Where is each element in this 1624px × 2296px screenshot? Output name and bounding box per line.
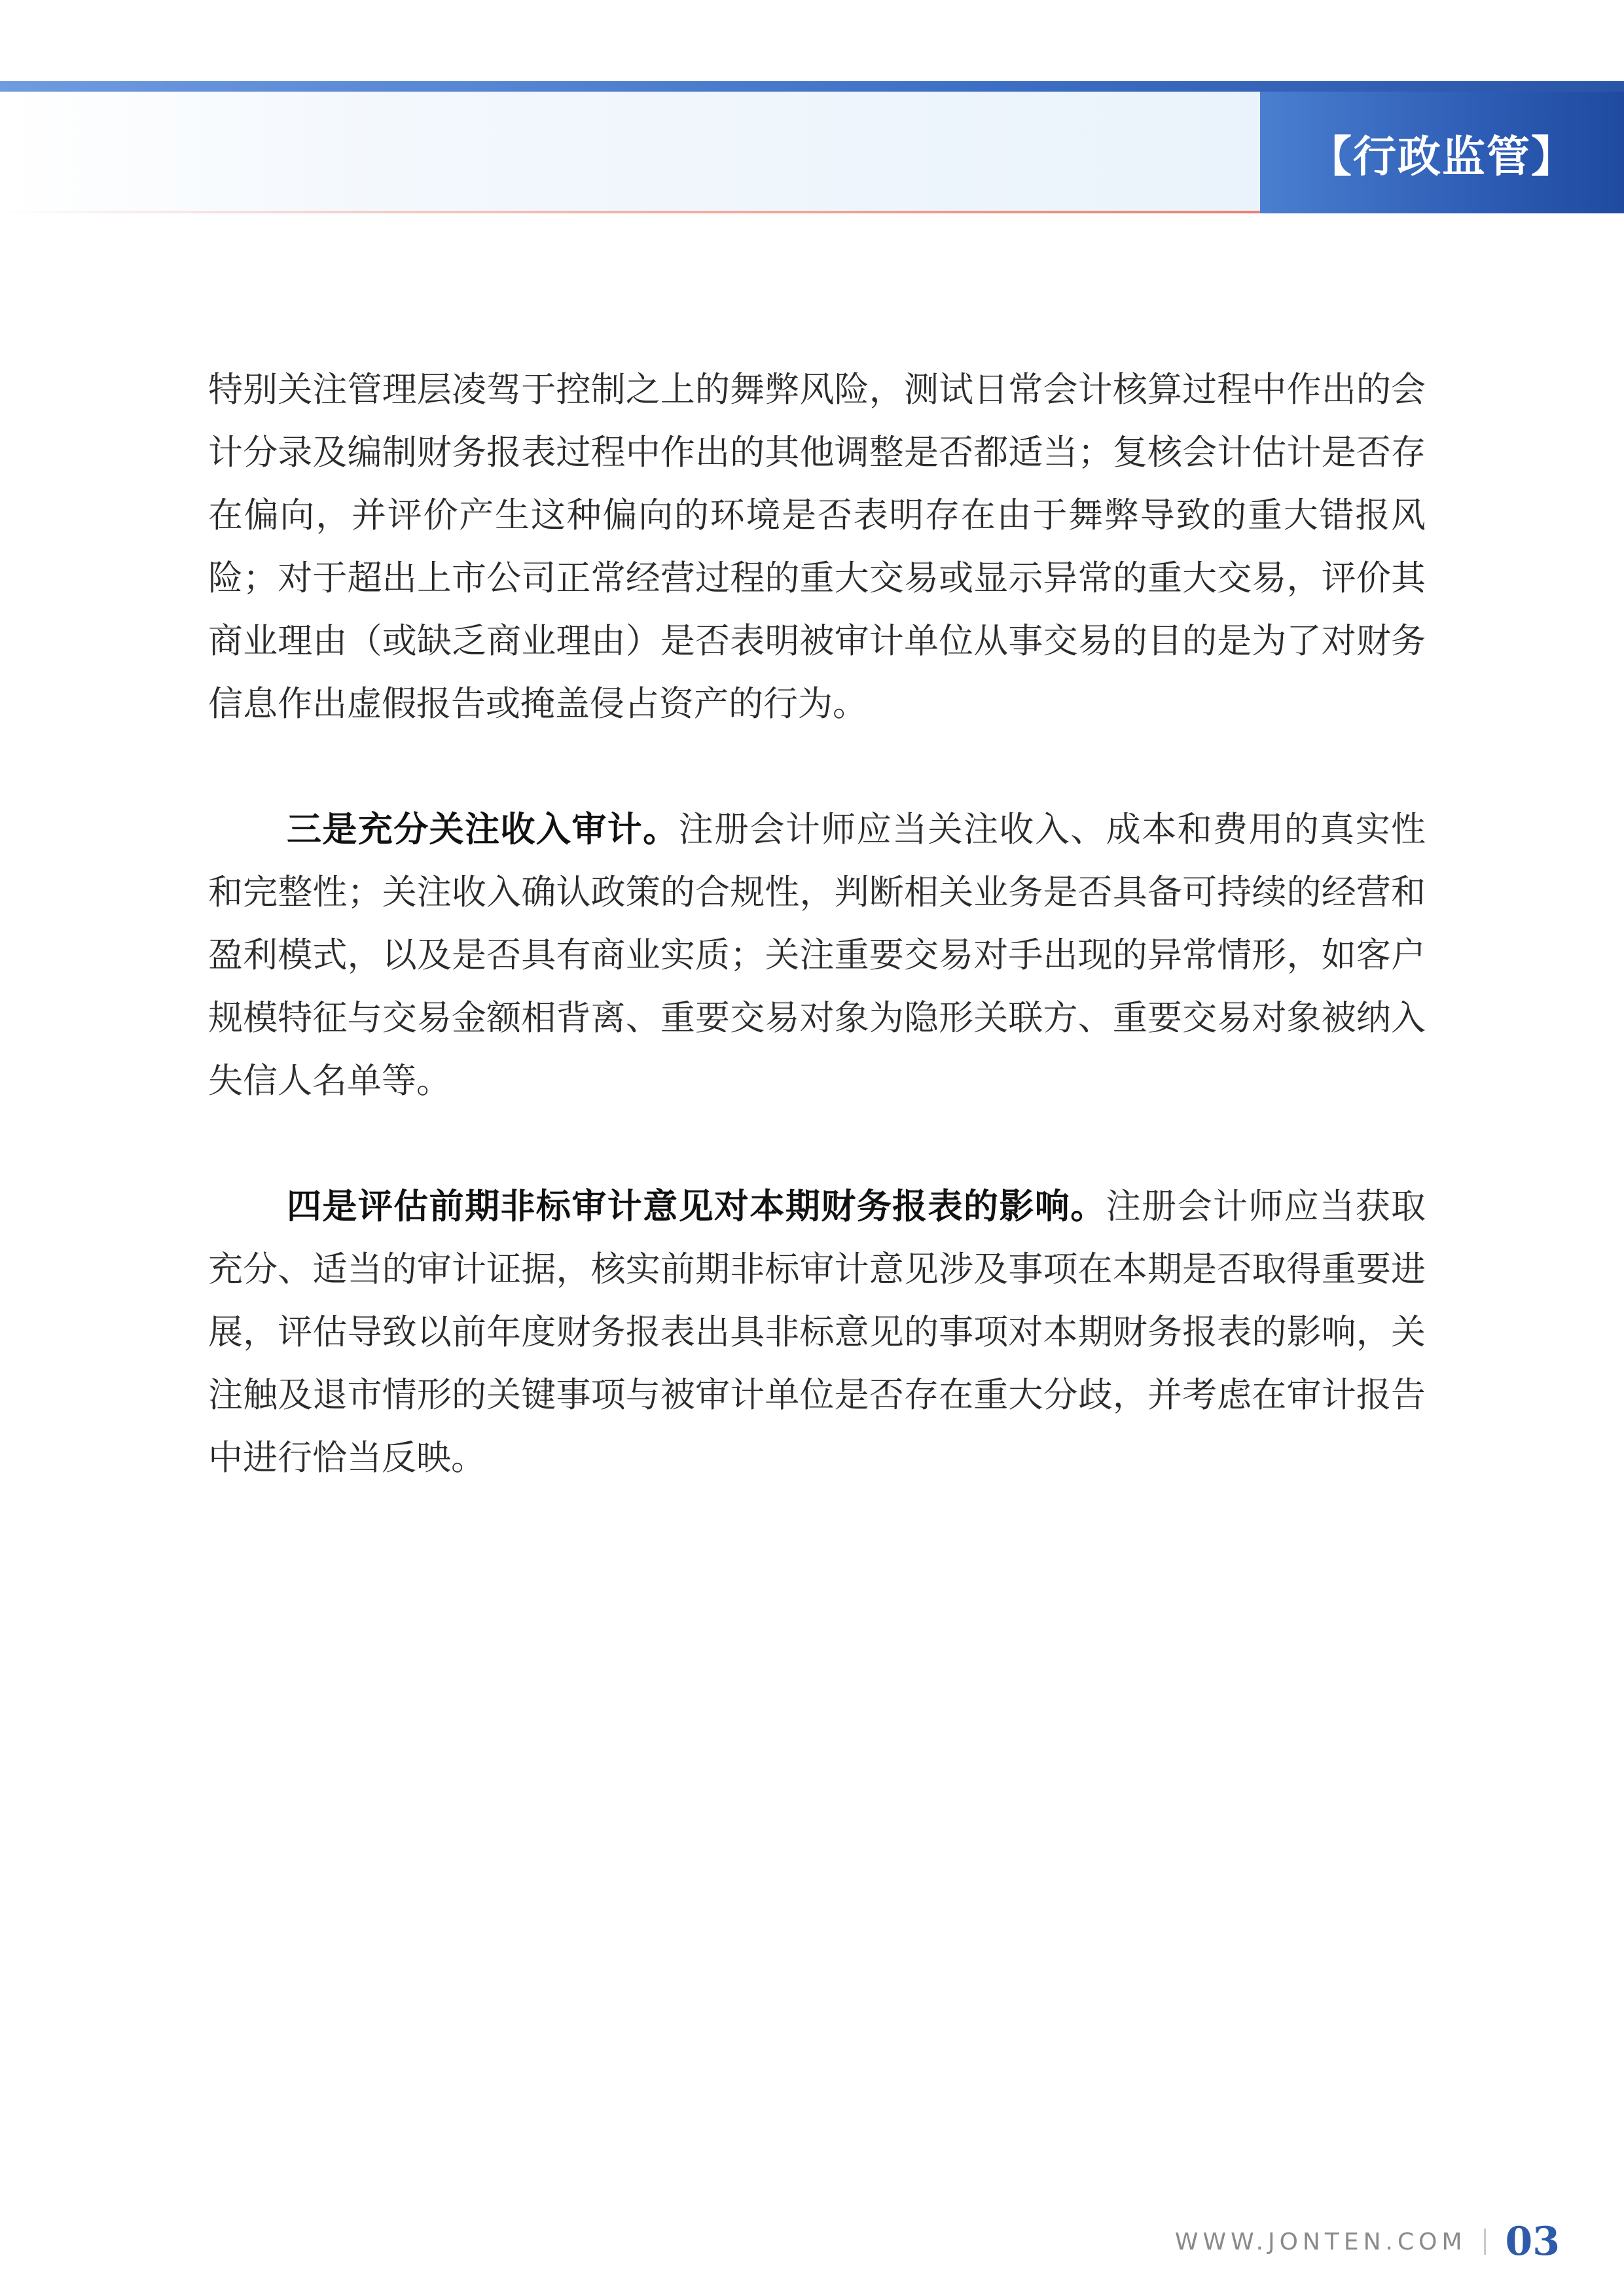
footer-website: WWW.JONTEN.COM [1174, 2228, 1467, 2255]
paragraph-2 [208, 798, 1426, 1113]
paragraph-3 [208, 1175, 1426, 1490]
paragraph-3-lead: 四是评估前期非标审计意见对本期财务报表的影响。 [287, 1187, 1106, 1227]
paragraph-1-text: 特别关注管理层凌驾于控制之上的舞弊风险，测试日常会计核算过程中作出的会计分录及编制财务报表过程中作出的其他调整是否都适当；复核会计估计是否存在偏向，并评价产生这种偏向的环境是否表明存在由于舞弊导致的重大错报风险；对于超出上市公司正常经营过程的重大交易或显示异常的重大交易，评价其商业理由（或缺乏商业理由）是否表明被审计单位从事交易的目的是为了对财务信息作出虚假报告或掩盖侵占资产的行为。 [208, 370, 1426, 724]
article-body [208, 359, 1426, 1490]
paragraph-2-lead: 三是充分关注收入审计。 [287, 810, 679, 850]
header-top-band [0, 81, 1624, 92]
page-number: 03 [1505, 2219, 1560, 2265]
paragraph-3-text: 注册会计师应当获取充分、适当的审计证据，核实前期非标审计意见涉及事项在本期是否取得重要进展，评估导致以前年度财务报表出具非标意见的事项对本期财务报表的影响，关注触及退市情形的关键事项与被审计单位是否存在重大分歧，并考虑在审计报告中进行恰当反映。 [208, 1187, 1426, 1478]
paragraph-2-text: 注册会计师应当关注收入、成本和费用的真实性和完整性；关注收入确认政策的合规性，判断相关业务是否具备可持续的经营和盈利模式，以及是否具有商业实质；关注重要交易对手出现的异常情形，如客户规模特征与交易金额相背离、重要交易对象为隐形关联方、重要交易对象被纳入失信人名单等。 [208, 810, 1426, 1101]
header-underline [0, 211, 1260, 213]
paragraph-1 [208, 359, 1426, 736]
section-label: 【行政监管】 [1308, 130, 1576, 182]
header-panel [0, 92, 1260, 213]
footer-divider [1484, 2229, 1486, 2255]
page-footer [1175, 2219, 1560, 2265]
section-tab [1260, 92, 1624, 213]
